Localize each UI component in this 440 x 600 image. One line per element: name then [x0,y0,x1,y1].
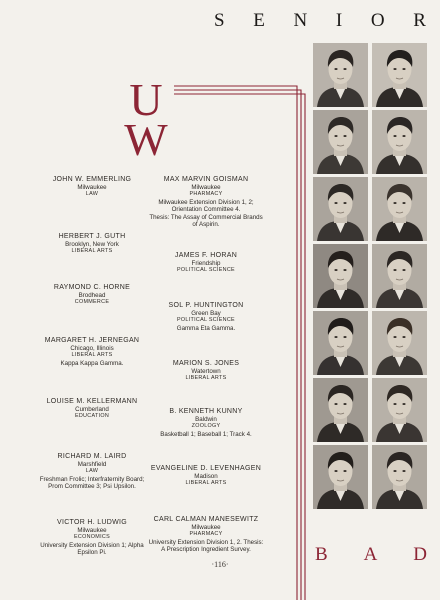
page-number: ·116· [211,560,229,569]
hometown: Cumberland [75,405,109,413]
hometown: Milwaukee [191,183,221,191]
student-portrait [313,43,368,107]
hometown: Baldwin [195,415,217,423]
bad-letter: D [413,544,427,565]
hometown: Madison [194,472,218,480]
left-entry [34,233,150,256]
activities: Thesis: The Assay of Commercial Brands of Aspirin. [149,213,263,228]
student-name: CARL CALMAN MANESEWITZ [153,516,259,523]
student-name: HERBERT J. GUTH [58,233,126,240]
hometown: Chicago, Illinois [70,344,114,352]
student-name: RICHARD M. LAIRD [57,453,127,460]
left-entry [34,519,150,557]
course: ECONOMICS [74,534,110,541]
course: LIBERAL ARTS [71,248,113,255]
senior-letter: E [253,10,265,31]
student-portrait [313,110,368,174]
student-portrait [372,378,427,442]
student-portrait [372,445,427,509]
activities: Basketball 1; Baseball 1; Track 4. [160,430,252,438]
hometown: Brodhead [78,291,106,299]
senior-letter: O [370,10,385,31]
right-entry [148,252,264,275]
student-portrait [372,244,427,308]
course: LIBERAL ARTS [71,352,113,359]
left-entry [34,337,150,367]
activities: University Extension Division 1, 2. Thesis: A Prescription Ingredient Survey. [148,538,264,554]
right-entry [148,302,264,332]
right-entry [148,516,264,554]
hometown: Milwaukee [77,526,107,534]
student-name: SOL P. HUNTINGTON [168,302,244,309]
student-portrait [313,378,368,442]
hometown: Brooklyn, New York [65,240,119,248]
student-portrait [313,244,368,308]
student-name: VICTOR H. LUDWIG [56,519,127,526]
uw-monogram [124,74,168,165]
activities: Gamma Eta Gamma. [176,324,236,332]
left-entry [34,284,150,307]
hometown: Friendship [191,259,221,267]
right-entry [148,176,264,228]
student-name: MARION S. JONES [172,360,240,367]
left-entry [34,398,150,421]
right-entry [148,360,264,383]
student-portrait [313,177,368,241]
hometown: Watertown [191,367,221,375]
left-entry [34,176,150,199]
activities: Milwaukee Extension Division 1, 2; Orientation Committee 4. [158,198,254,214]
course: LIBERAL ARTS [185,375,227,382]
student-name: LOUISE M. KELLERMANN [46,398,138,405]
student-portrait [372,110,427,174]
course: EDUCATION [74,413,110,420]
course: PHARMACY [189,531,223,538]
hometown: Marshfield [77,460,107,468]
hometown: Milwaukee [77,183,107,191]
hometown: Green Bay [191,309,221,317]
student-name: RAYMOND C. HORNE [53,284,131,291]
bad-letter: A [363,544,378,565]
student-name: B. KENNETH KUNNY [169,408,243,415]
left-entry [34,453,150,491]
senior-letter: R [413,10,426,31]
student-name: MARGARET H. JERNEGAN [44,337,140,344]
course: POLITICAL SCIENCE [177,267,235,274]
student-portrait [372,311,427,375]
course: COMMERCE [74,299,110,306]
student-name: JAMES F. HORAN [174,252,238,259]
bad-letter: B [315,544,328,565]
course: LAW [85,191,99,198]
student-name: EVANGELINE D. LEVENHAGEN [150,465,262,472]
course: LAW [85,468,99,475]
course: ZOOLOGY [191,423,221,430]
course: LIBERAL ARTS [185,480,227,487]
student-name: MAX MARVIN GOISMAN [163,176,249,183]
hometown: Milwaukee [191,523,221,531]
monogram-letter-w: W [124,114,168,165]
right-entry [148,408,264,438]
student-portrait [372,43,427,107]
student-name: JOHN W. EMMERLING [52,176,132,183]
student-portrait [372,177,427,241]
student-portrait [313,445,368,509]
activities: Kappa Kappa Gamma. [60,359,124,367]
course: PHARMACY [189,191,223,198]
senior-letter: I [335,10,343,31]
right-entry [148,465,264,488]
senior-letter: N [293,10,308,31]
senior-letter: S [214,10,225,31]
activities: Freshman Frolic; Interfraternity Board; Prom Committee 3; Psi Upsilon. [39,475,145,491]
activities: University Extension Division 1; Alpha Epsilon Pi. [40,541,144,557]
course: POLITICAL SCIENCE [177,317,235,324]
monogram-letter-u: U [129,74,163,125]
student-portrait [313,311,368,375]
